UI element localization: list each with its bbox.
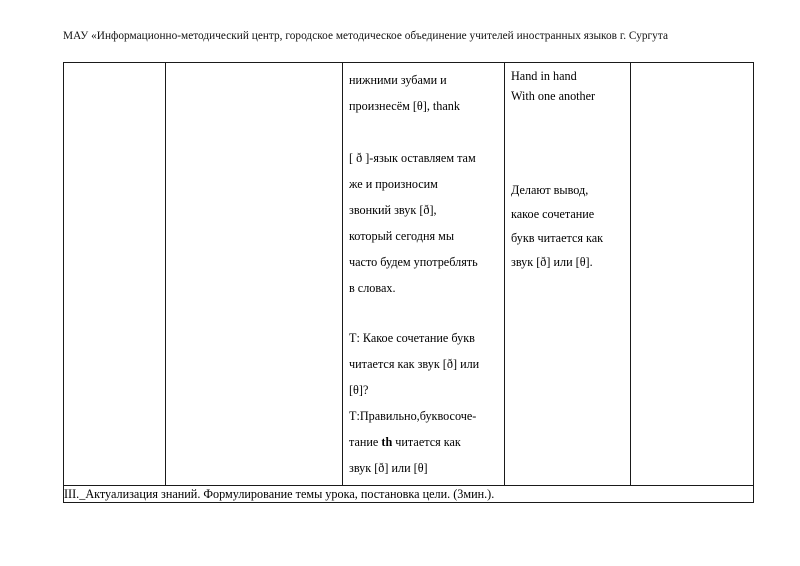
paragraph-gap-2 [349, 301, 499, 325]
lesson-section-heading-text: III._Актуализация знаний. Формулирование темы урока, постановка цели. (3мин.). [64, 487, 495, 501]
table-row [64, 63, 754, 486]
teacher-answer-line-3: звук [ð] или [θ] [349, 461, 428, 475]
teacher-line-2: произнесём [θ], thank [349, 99, 460, 113]
cell-stage-empty [64, 63, 166, 486]
cell-time-content [166, 63, 342, 71]
teacher-line-1: нижними зубами и [349, 73, 447, 87]
table-row-section-heading [64, 486, 754, 503]
pupil-block-gap [511, 106, 625, 178]
teacher-answer-line-2-pre: тание [349, 435, 382, 449]
cell-lesson-section-heading [64, 486, 754, 503]
pupil-activity-body [505, 63, 630, 278]
teacher-question-line-1: Т: Какое сочетание букв [349, 331, 475, 345]
lesson-plan-table [63, 62, 754, 503]
teacher-speech-block [349, 67, 499, 481]
cell-pupil-activity [505, 63, 631, 486]
cell-stage-content [64, 63, 165, 71]
teacher-line-5: звонкий звук [ð], [349, 203, 437, 217]
cell-notes-empty [631, 63, 754, 486]
teacher-line-3: [ ð ]-язык оставляем там [349, 151, 476, 165]
teacher-question-line-3: [θ]? [349, 383, 369, 397]
teacher-answer-line-2 [349, 429, 499, 455]
digraph-th-emphasis: th [381, 435, 393, 449]
teacher-line-7: часто будем употреблять [349, 255, 478, 269]
pupil-rus-line-4: звук [ð] или [θ]. [511, 255, 593, 269]
pupil-conclusion-block [511, 178, 625, 274]
teacher-question-line-2: читается как звук [ð] или [349, 357, 480, 371]
cell-teacher-activity [343, 63, 505, 486]
pupil-eng-line-1: Hand in hand [511, 69, 577, 83]
teacher-line-4: же и произносим [349, 177, 438, 191]
pupil-rus-line-1: Делают вывод, [511, 183, 589, 197]
document-header-title: МАУ «Информационно-методический центр, городское методическое объединение учителей иностранных языков г. Сургута [63, 30, 668, 42]
cell-time-empty [166, 63, 343, 486]
pupil-rus-line-3: букв читается как [511, 231, 604, 245]
teacher-answer-line-2-post: читается как [392, 435, 461, 449]
teacher-activity-body [343, 63, 504, 485]
pupil-eng-line-2: With one another [511, 88, 596, 103]
paragraph-gap-1 [349, 119, 499, 145]
teacher-answer-line-1: Т:Правильно,буквосоче- [349, 409, 477, 423]
teacher-line-6: который сегодня мы [349, 229, 455, 243]
cell-notes-content [631, 63, 753, 71]
pupil-english-phrases [511, 67, 625, 106]
teacher-line-8: в словах. [349, 281, 396, 295]
pupil-rus-line-2: какое сочетание [511, 207, 595, 221]
